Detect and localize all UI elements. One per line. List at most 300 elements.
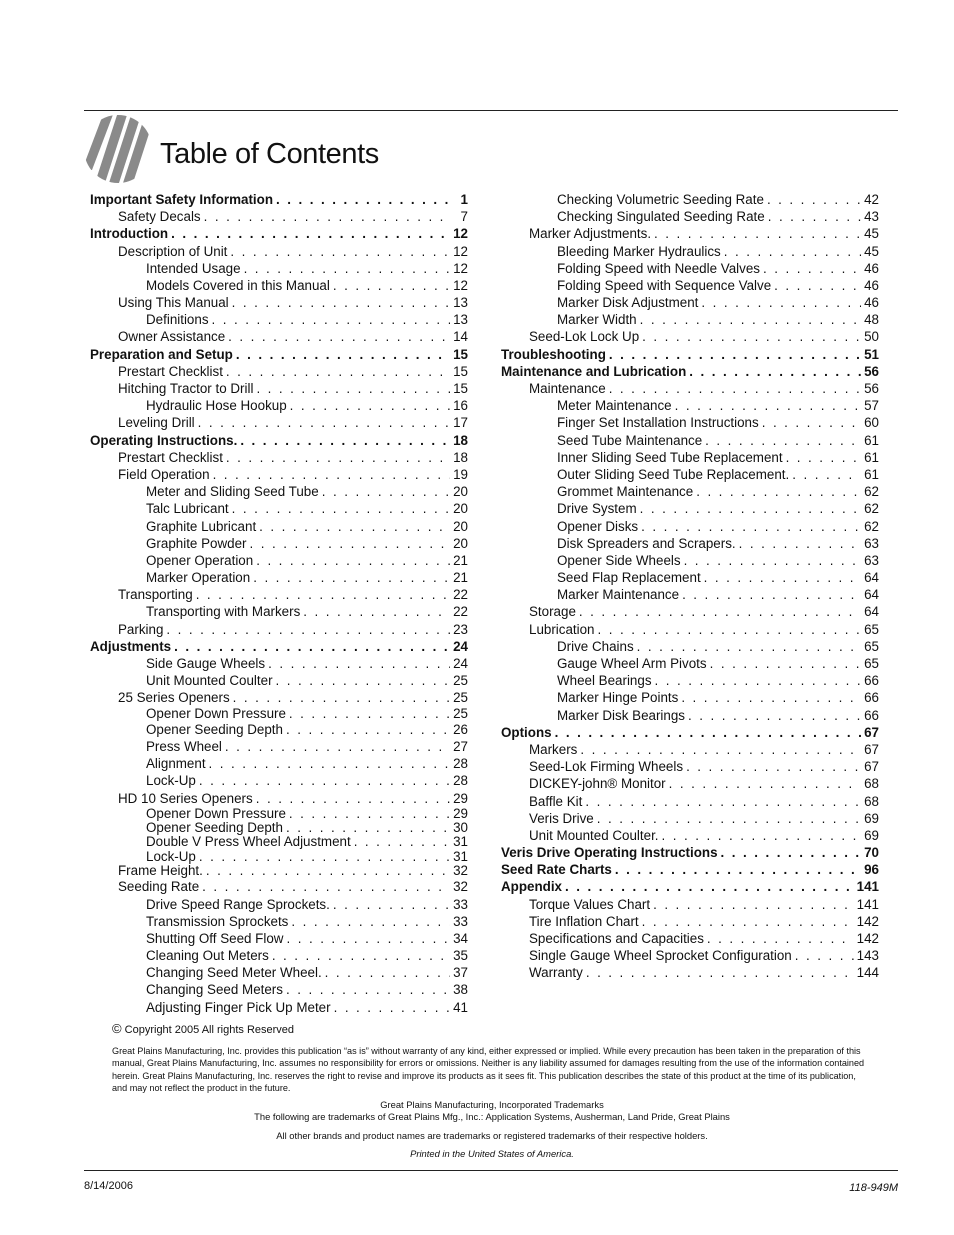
toc-entry-page: 24 — [453, 638, 468, 654]
toc-entry-page: 66 — [864, 707, 879, 723]
toc-entry[interactable] — [90, 208, 468, 225]
toc-entry-title: Seed Flap Replacement — [557, 570, 701, 586]
toc-entry-page: 45 — [864, 226, 879, 242]
toc-dot-leader — [686, 758, 861, 775]
toc-entry-title: Maintenance and Lubrication — [501, 363, 687, 379]
toc-entry-page: 17 — [453, 415, 468, 431]
great-plains-logo-icon — [82, 114, 154, 184]
toc-dot-leader — [249, 535, 450, 552]
toc-entry[interactable] — [501, 896, 879, 913]
toc-entry[interactable] — [90, 672, 468, 689]
toc-entry[interactable] — [501, 277, 879, 294]
toc-entry[interactable] — [501, 363, 879, 380]
toc-entry[interactable] — [501, 947, 879, 964]
toc-entry-page: 7 — [460, 209, 468, 225]
disclaimer-text: Great Plains Manufacturing, Inc. provides this publication “as is” without warranty of any kind, either expressed or implied. While every precaution has been taken in the preparation of this manual, Great Plains Manufacturing, Inc. assumes no responsibility for errors or omissions. Neither is any liability assumed for damages resulting from the use of the information contained herein. Great Plains Manufacturing, Inc. reserves the right to revise and improve its products as it sees fit. This publication describes the state of this product at the time of its publication, and may not reflect the product in the future. — [112, 1046, 865, 1093]
toc-entry-page: 67 — [864, 741, 879, 757]
toc-right-column — [501, 191, 879, 982]
toc-entry[interactable] — [501, 294, 879, 311]
toc-entry[interactable] — [90, 721, 468, 738]
toc-entry[interactable] — [501, 913, 879, 930]
toc-entry[interactable] — [90, 277, 468, 294]
toc-entry-title: Talc Lubricant — [146, 501, 229, 517]
toc-dot-leader — [209, 755, 451, 772]
toc-entry[interactable] — [90, 821, 468, 835]
copyright-text: Copyright 2005 All rights Reserved — [124, 1024, 295, 1036]
toc-entry[interactable] — [501, 483, 879, 500]
toc-entry-title: Gauge Wheel Arm Pivots — [557, 656, 707, 672]
toc-entry[interactable] — [501, 500, 879, 517]
toc-dot-leader — [653, 896, 854, 913]
toc-entry-page: 45 — [864, 243, 879, 259]
toc-entry[interactable] — [501, 552, 879, 569]
toc-dot-leader — [286, 930, 450, 947]
toc-entry[interactable] — [90, 638, 468, 655]
copyright-line — [112, 1021, 872, 1036]
toc-entry-title: Changing Seed Meter Wheel. — [146, 965, 322, 981]
toc-entry[interactable] — [501, 672, 879, 689]
toc-dot-leader — [739, 535, 861, 552]
toc-dot-leader — [232, 500, 450, 517]
toc-entry[interactable] — [501, 346, 879, 363]
toc-entry[interactable] — [501, 569, 879, 586]
toc-entry[interactable] — [90, 311, 468, 328]
toc-entry-page: 25 — [453, 690, 468, 706]
toc-entry-page: 65 — [864, 656, 879, 672]
toc-dot-leader — [225, 738, 450, 755]
toc-entry-title: Bleeding Marker Hydraulics — [557, 243, 721, 259]
toc-entry-page: 42 — [864, 191, 879, 207]
toc-dot-leader — [688, 707, 861, 724]
toc-entry[interactable] — [90, 449, 468, 466]
toc-dot-leader — [763, 260, 861, 277]
toc-entry-title: Transporting with Markers — [146, 604, 301, 620]
toc-entry-title: Frame Height. — [118, 864, 203, 879]
toc-dot-leader — [333, 277, 450, 294]
toc-entry[interactable] — [90, 191, 468, 208]
toc-entry-page: 20 — [453, 535, 468, 551]
toc-entry-page: 20 — [453, 518, 468, 534]
toc-dot-leader — [233, 689, 450, 706]
toc-entry-page: 19 — [453, 466, 468, 482]
toc-entry-title: Leveling Drill — [118, 415, 195, 431]
toc-entry[interactable] — [90, 518, 468, 535]
toc-entry-title: Warranty — [529, 965, 583, 981]
toc-entry-title: HD 10 Series Openers — [118, 790, 253, 806]
toc-dot-leader — [792, 466, 861, 483]
toc-entry-title: Outer Sliding Seed Tube Replacement. — [557, 466, 790, 482]
toc-entry[interactable] — [90, 850, 468, 864]
toc-entry-title: Finger Set Installation Instructions — [557, 415, 759, 431]
toc-entry[interactable] — [501, 621, 879, 638]
trademarks-heading: Great Plains Manufacturing, Incorporated Trademarks — [380, 1099, 604, 1111]
toc-entry-title: Tire Inflation Chart — [529, 913, 639, 929]
toc-entry[interactable] — [90, 586, 468, 603]
toc-dot-leader — [641, 518, 861, 535]
toc-entry-title: Shutting Off Seed Flow — [146, 930, 284, 946]
toc-entry[interactable] — [501, 586, 879, 603]
toc-dot-leader — [290, 397, 450, 414]
toc-entry-page: 31 — [453, 835, 468, 850]
toc-dot-leader — [767, 191, 861, 208]
toc-entry-page: 26 — [453, 721, 468, 737]
toc-entry[interactable] — [90, 414, 468, 431]
toc-entry[interactable] — [501, 208, 879, 225]
copyright-icon: © — [112, 1021, 122, 1036]
toc-entry[interactable] — [501, 741, 879, 758]
toc-entry[interactable] — [90, 225, 468, 242]
toc-dot-leader — [642, 913, 854, 930]
toc-entry-page: 51 — [864, 346, 879, 362]
toc-entry-title: Unit Mounted Coulter — [146, 673, 273, 689]
toc-entry-page: 24 — [453, 656, 468, 672]
toc-entry-title: Introduction — [90, 226, 169, 242]
toc-dot-leader — [230, 243, 450, 260]
toc-entry[interactable] — [90, 260, 468, 277]
toc-entry-page: 56 — [864, 363, 879, 379]
toc-dot-leader — [637, 638, 861, 655]
toc-entry-page: 142 — [856, 913, 879, 929]
toc-entry[interactable] — [501, 380, 879, 397]
toc-entry-page: 18 — [453, 449, 468, 465]
toc-dot-leader — [654, 225, 861, 242]
toc-entry-page: 33 — [453, 913, 468, 929]
toc-entry-title: DICKEY-john® Monitor — [529, 776, 666, 792]
toc-entry-page: 61 — [864, 466, 879, 482]
toc-entry[interactable] — [90, 569, 468, 586]
toc-entry-page: 15 — [453, 381, 468, 397]
toc-entry-page: 64 — [864, 587, 879, 603]
toc-entry-page: 14 — [453, 329, 468, 345]
toc-entry-title: Field Operation — [118, 466, 210, 482]
toc-entry[interactable] — [501, 311, 879, 328]
toc-entry[interactable] — [90, 930, 468, 947]
toc-dot-leader — [236, 346, 450, 363]
toc-entry[interactable] — [90, 243, 468, 260]
toc-dot-leader — [244, 260, 451, 277]
toc-entry-page: 63 — [864, 535, 879, 551]
toc-dot-leader — [704, 569, 861, 586]
toc-entry-title: Drive Chains — [557, 638, 634, 654]
toc-entry[interactable] — [90, 913, 468, 930]
toc-entry[interactable] — [501, 329, 879, 346]
publication-date: 8/14/2006 — [84, 1180, 133, 1192]
toc-entry[interactable] — [501, 604, 879, 621]
toc-entry[interactable] — [90, 294, 468, 311]
toc-entry-title: Preparation and Setup — [90, 346, 233, 362]
toc-entry-title: Opener Down Pressure — [146, 806, 286, 821]
toc-entry-page: 62 — [864, 518, 879, 534]
toc-dot-leader — [253, 569, 450, 586]
toc-entry[interactable] — [501, 432, 879, 449]
toc-entry-title: Hitching Tractor to Drill — [118, 381, 254, 397]
toc-dot-leader — [354, 835, 450, 849]
toc-entry-title: Storage — [529, 604, 576, 620]
toc-entry[interactable] — [501, 930, 879, 947]
toc-entry[interactable] — [90, 397, 468, 414]
toc-entry[interactable] — [90, 483, 468, 500]
toc-entry-page: 28 — [453, 773, 468, 789]
toc-entry-page: 68 — [864, 793, 879, 809]
toc-entry[interactable] — [501, 191, 879, 208]
toc-entry-page: 12 — [453, 226, 468, 242]
toc-entry-page: 61 — [864, 449, 879, 465]
toc-dot-leader — [642, 329, 861, 346]
toc-entry-page: 21 — [453, 570, 468, 586]
toc-entry[interactable] — [501, 964, 879, 981]
toc-entry-page: 65 — [864, 621, 879, 637]
toc-dot-leader — [640, 500, 861, 517]
toc-entry[interactable] — [501, 827, 879, 844]
toc-dot-leader — [240, 432, 450, 449]
toc-entry-title: Operating Instructions. — [90, 432, 238, 448]
toc-dot-leader — [268, 655, 450, 672]
toc-entry[interactable] — [501, 724, 879, 741]
toc-entry-page: 61 — [864, 432, 879, 448]
toc-entry-page: 143 — [856, 948, 879, 964]
toc-entry[interactable] — [501, 879, 879, 896]
toc-entry-title: Veris Drive — [529, 810, 594, 826]
toc-entry[interactable] — [90, 790, 468, 807]
toc-entry-page: 66 — [864, 690, 879, 706]
toc-entry-page: 13 — [453, 295, 468, 311]
toc-entry-title: Safety Decals — [118, 209, 201, 225]
toc-entry[interactable] — [90, 772, 468, 789]
toc-entry-page: 22 — [453, 587, 468, 603]
toc-entry-title: Owner Assistance — [118, 329, 226, 345]
toc-entry-title: Wheel Bearings — [557, 673, 652, 689]
toc-entry-title: Marker Width — [557, 312, 637, 328]
toc-entry[interactable] — [90, 807, 468, 821]
toc-entry-title: Adjustments — [90, 638, 172, 654]
toc-entry-title: Hydraulic Hose Hookup — [146, 398, 287, 414]
toc-dot-leader — [334, 999, 451, 1016]
toc-entry[interactable] — [90, 999, 468, 1016]
toc-entry[interactable] — [501, 535, 879, 552]
toc-entry-title: Cleaning Out Meters — [146, 948, 269, 964]
toc-entry[interactable] — [90, 380, 468, 397]
toc-entry[interactable] — [90, 878, 468, 895]
toc-dot-leader — [286, 721, 450, 738]
toc-entry[interactable] — [90, 346, 468, 363]
toc-entry-page: 33 — [453, 896, 468, 912]
toc-entry-page: 62 — [864, 501, 879, 517]
toc-entry[interactable] — [501, 466, 879, 483]
toc-entry[interactable] — [90, 363, 468, 380]
toc-entry-title: Drive System — [557, 501, 637, 517]
toc-entry[interactable] — [90, 896, 468, 913]
toc-dot-leader — [689, 363, 861, 380]
toc-entry[interactable] — [90, 964, 468, 981]
toc-entry-page: 22 — [453, 604, 468, 620]
toc-entry[interactable] — [90, 621, 468, 638]
toc-entry-page: 56 — [864, 381, 879, 397]
document-number: 118-949M — [849, 1182, 898, 1194]
toc-entry-title: Unit Mounted Coulter. — [529, 827, 659, 843]
toc-dot-leader — [171, 225, 450, 242]
toc-entry-page: 43 — [864, 209, 879, 225]
toc-entry[interactable] — [501, 225, 879, 242]
toc-entry-title: Adjusting Finger Pick Up Meter — [146, 999, 331, 1015]
toc-entry-title: Opener Seeding Depth — [146, 821, 283, 836]
toc-entry-page: 46 — [864, 295, 879, 311]
toc-dot-leader — [213, 466, 451, 483]
toc-entry-page: 141 — [856, 896, 879, 912]
toc-dot-leader — [228, 329, 450, 346]
toc-dot-leader — [291, 913, 450, 930]
toc-entry-page: 29 — [453, 806, 468, 821]
trademarks-list: The following are trademarks of Great Plains Mfg., Inc.: Application Systems, Ausherman, Land Pride, Great Plains — [254, 1111, 730, 1123]
toc-entry[interactable] — [90, 755, 468, 772]
toc-entry-title: Using This Manual — [118, 295, 229, 311]
toc-dot-leader — [597, 810, 861, 827]
toc-entry[interactable] — [90, 947, 468, 964]
toc-entry[interactable] — [501, 861, 879, 878]
toc-entry[interactable] — [501, 758, 879, 775]
toc-dot-leader — [585, 793, 861, 810]
toc-entry-page: 67 — [864, 759, 879, 775]
toc-entry[interactable] — [90, 981, 468, 998]
toc-entry-title: Definitions — [146, 312, 209, 328]
toc-entry-page: 69 — [864, 827, 879, 843]
toc-dot-leader — [681, 689, 861, 706]
toc-dot-leader — [272, 947, 450, 964]
toc-entry-page: 144 — [856, 965, 879, 981]
toc-dot-leader — [579, 604, 861, 621]
toc-entry-page: 12 — [453, 243, 468, 259]
toc-entry[interactable] — [501, 638, 879, 655]
toc-entry-title: Disk Spreaders and Scrapers. — [557, 535, 736, 551]
toc-entry-title: Seed Tube Maintenance — [557, 432, 703, 448]
toc-dot-leader — [662, 827, 862, 844]
toc-entry[interactable] — [90, 835, 468, 849]
toc-entry[interactable] — [501, 707, 879, 724]
toc-entry-page: 15 — [453, 346, 468, 362]
toc-entry-title: Seed Rate Charts — [501, 862, 612, 878]
toc-entry[interactable] — [90, 432, 468, 449]
toc-entry-title: Inner Sliding Seed Tube Replacement — [557, 449, 783, 465]
toc-dot-leader — [174, 638, 450, 655]
toc-entry[interactable] — [501, 844, 879, 861]
toc-entry-page: 46 — [864, 260, 879, 276]
toc-entry-title: Seeding Rate — [118, 879, 200, 895]
toc-dot-leader — [795, 947, 854, 964]
toc-entry-title: Lock-Up — [146, 773, 196, 789]
toc-dot-leader — [196, 586, 450, 603]
toc-entry[interactable] — [90, 707, 468, 721]
toc-entry[interactable] — [90, 655, 468, 672]
toc-entry-title: Torque Values Chart — [529, 896, 651, 912]
toc-dot-leader — [768, 208, 861, 225]
toc-dot-leader — [707, 930, 854, 947]
toc-entry-title: Opener Seeding Depth — [146, 721, 283, 737]
toc-entry[interactable] — [90, 500, 468, 517]
toc-entry-page: 65 — [864, 638, 879, 654]
toc-dot-leader — [710, 655, 862, 672]
toc-dot-leader — [701, 294, 861, 311]
toc-entry-page: 35 — [453, 948, 468, 964]
toc-entry[interactable] — [90, 864, 468, 878]
toc-entry-title: Transporting — [118, 587, 193, 603]
toc-dot-leader — [640, 311, 861, 328]
toc-entry[interactable] — [501, 518, 879, 535]
toc-entry-page: 15 — [453, 363, 468, 379]
toc-entry[interactable] — [501, 775, 879, 792]
toc-dot-leader — [762, 414, 861, 431]
toc-entry[interactable] — [501, 414, 879, 431]
toc-entry-title: Prestart Checklist — [118, 449, 223, 465]
toc-entry-title: Press Wheel — [146, 739, 222, 755]
toc-dot-leader — [615, 861, 861, 878]
toc-entry-title: Models Covered in this Manual — [146, 277, 330, 293]
toc-entry[interactable] — [90, 738, 468, 755]
toc-entry-page: 142 — [856, 931, 879, 947]
toc-entry[interactable] — [501, 260, 879, 277]
toc-entry-title: Meter Maintenance — [557, 398, 672, 414]
toc-entry-title: Important Safety Information — [90, 191, 274, 207]
toc-entry-page: 66 — [864, 673, 879, 689]
toc-entry-page: 31 — [453, 849, 468, 864]
toc-entry[interactable] — [501, 689, 879, 706]
toc-entry-page: 21 — [453, 552, 468, 568]
toc-dot-leader — [259, 518, 450, 535]
toc-entry-title: Baffle Kit — [529, 793, 583, 809]
toc-entry-page: 30 — [453, 821, 468, 836]
toc-dot-leader — [580, 741, 861, 758]
toc-entry-page: 46 — [864, 277, 879, 293]
toc-dot-leader — [286, 821, 450, 835]
toc-entry[interactable] — [90, 535, 468, 552]
toc-entry[interactable] — [90, 689, 468, 706]
toc-entry-title: Marker Adjustments. — [529, 226, 652, 242]
toc-entry[interactable] — [90, 604, 468, 621]
toc-dot-leader — [212, 311, 451, 328]
toc-entry-page: 64 — [864, 570, 879, 586]
toc-entry[interactable] — [90, 552, 468, 569]
toc-dot-leader — [705, 432, 861, 449]
toc-entry-title: Opener Down Pressure — [146, 706, 286, 721]
toc-entry-page: 38 — [453, 982, 468, 998]
toc-dot-leader — [565, 879, 854, 896]
toc-dot-leader — [696, 483, 861, 500]
toc-entry[interactable] — [501, 810, 879, 827]
toc-entry[interactable] — [501, 655, 879, 672]
toc-entry-page: 13 — [453, 312, 468, 328]
toc-entry-title: Graphite Powder — [146, 535, 247, 551]
toc-entry[interactable] — [501, 397, 879, 414]
toc-entry-title: Marker Hinge Points — [557, 690, 679, 706]
toc-entry[interactable] — [90, 466, 468, 483]
toc-dot-leader — [721, 844, 862, 861]
toc-entry[interactable] — [501, 793, 879, 810]
toc-entry-title: Intended Usage — [146, 260, 241, 276]
toc-entry[interactable] — [501, 449, 879, 466]
toc-dot-leader — [724, 243, 861, 260]
toc-dot-leader — [322, 483, 450, 500]
toc-dot-leader — [276, 672, 451, 689]
toc-entry[interactable] — [501, 243, 879, 260]
toc-entry-page: 23 — [453, 621, 468, 637]
toc-dot-leader — [289, 807, 450, 821]
toc-dot-leader — [232, 294, 450, 311]
toc-entry-page: 18 — [453, 432, 468, 448]
toc-entry-title: Markers — [529, 741, 578, 757]
toc-entry-page: 32 — [453, 864, 468, 879]
toc-entry[interactable] — [90, 329, 468, 346]
toc-dot-leader — [276, 191, 451, 208]
toc-entry-title: Marker Disk Bearings — [557, 707, 685, 723]
toc-entry-title: Lock-Up — [146, 849, 196, 864]
